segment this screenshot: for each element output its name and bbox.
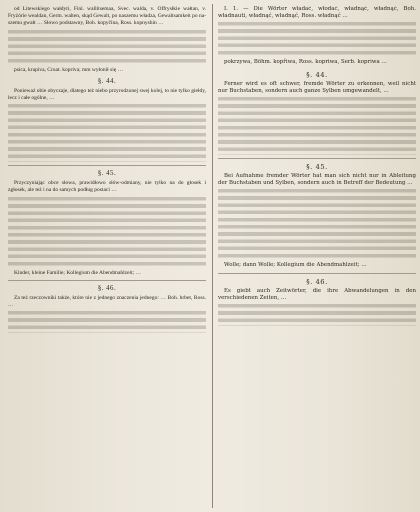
unreadable-text-lines	[218, 189, 416, 259]
unreadable-text-lines	[218, 97, 416, 155]
unreadable-text-lines	[8, 311, 206, 333]
passage-4	[8, 180, 206, 266]
passage-text: Ferner wird es oft schwer, fremde Wörter zu erkennen, weil nicht nur Buchstaben, sondern auch ganze Sylben umgewandelt, …	[218, 80, 416, 94]
passage-4	[218, 173, 416, 259]
passage-text: od Litewskiego wałdyti, Finl. wallitsemaa, Svec. walda, v. Offrysłkie wałtan, v. Fryżórie wealdan, Germ. walten, skąd Gewalt, po naszemu władza, Gewaltsamkeit po naszemu gwałt … Słowo podstawny, Boh. kopyčina, Ross. kopnyshin …	[8, 6, 206, 27]
column-polish	[8, 6, 206, 506]
section-heading: §. 45.	[306, 163, 328, 172]
section-heading: §. 45.	[97, 170, 117, 178]
passage-text: I. 1. — Die Wörter władać, włodać, władnąć, władnąć, Boh. władnauti, władnąć, władnąć, Ross. władnąć …	[218, 6, 416, 20]
passage-text: Za też rzeczowniki także, które nie z jednego znaczenia jednego: … Boh. hrbet, Ross. …	[8, 294, 206, 309]
section-heading: §. 46.	[306, 277, 328, 286]
unreadable-text-lines	[218, 304, 416, 326]
unreadable-text-lines	[8, 30, 206, 64]
divider	[218, 273, 416, 274]
passage-text: Kinder, kleine Familie; Kollegium die Abendmahlzeit; …	[14, 269, 142, 276]
passage-text: Es giebt auch Zeitwörter, die ihre Abwandelungen in den verschiedenen Zeiten, …	[218, 287, 416, 301]
unreadable-text-lines	[8, 104, 206, 162]
passage-5	[8, 270, 206, 277]
unreadable-text-lines	[8, 197, 206, 267]
unreadable-text-lines	[218, 22, 416, 56]
passage-6	[218, 288, 416, 326]
column-divider	[212, 4, 213, 508]
section-heading: §. 46.	[97, 284, 117, 292]
passage-text: pokrzywa, Böhm. kopřiwa, Ross. kopriwa, Serb. kopriwa …	[224, 59, 387, 66]
passage-2	[8, 67, 206, 74]
passage-1	[8, 6, 206, 64]
passage-text: Bei Aufnahme fremder Wörter hat man sich nicht nur in Ableitung der Buchstaben und Sylben, sondern auch in Betreff der Bedeutung …	[218, 173, 416, 187]
divider	[8, 280, 206, 281]
passage-3	[8, 88, 206, 162]
section-heading: §. 44.	[306, 70, 328, 79]
passage-3	[218, 81, 416, 155]
divider	[8, 165, 206, 166]
passage-1	[218, 6, 416, 56]
passage-text: Wolle; dann Wolle; Kollegium die Abendmahlzeit; …	[224, 262, 367, 269]
passage-text: psica, krapiva, Croat. kopriva; mm wyłonił się …	[14, 66, 124, 73]
divider	[218, 158, 416, 159]
passage-text: Ponieważ obie obyczaje, dlatego też niebo przyrodzonej swej kolej, to nie tylko giełdy, lecz i całe ogólne, …	[8, 87, 206, 102]
column-german	[218, 6, 416, 506]
passage-2	[218, 59, 416, 66]
passage-text: Przyczyniając obce słowa, prawidłowo słów-odmiany, nie tylko na do głosek i zgłosek, ale też i na do samych podług postaci …	[8, 180, 206, 194]
passage-5	[218, 262, 416, 269]
passage-6	[8, 295, 206, 333]
section-heading: §. 44.	[97, 77, 117, 85]
